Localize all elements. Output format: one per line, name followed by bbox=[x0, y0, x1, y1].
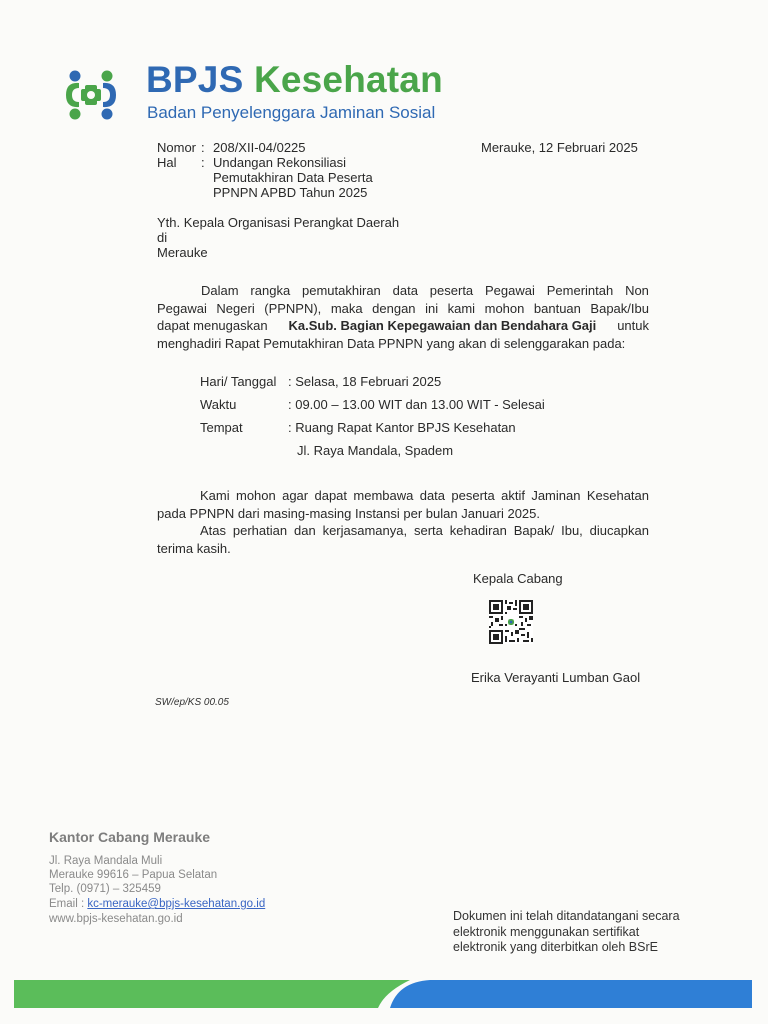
place-value: : Ruang Rapat Kantor BPJS Kesehatan bbox=[288, 420, 516, 435]
website-link[interactable]: www.bpjs-kesehatan.go.id bbox=[49, 913, 183, 925]
day-value: : Selasa, 18 Februari 2025 bbox=[288, 374, 442, 389]
footer-wave-decoration bbox=[0, 972, 768, 1012]
nomor-value: 208/XII-04/0225 bbox=[213, 140, 306, 155]
hal-separator: : bbox=[201, 155, 205, 170]
nomor-label: Nomor bbox=[157, 140, 197, 155]
body2-line-3: Atas perhatian dan kerjasamanya, serta kehadiran Bapak/ Ibu, diucapkan bbox=[200, 523, 649, 538]
signature-name: Erika Verayanti Lumban Gaol bbox=[471, 670, 641, 685]
recipient-line-3: Merauke bbox=[157, 245, 208, 260]
reference-code: SW/ep/KS 00.05 bbox=[155, 697, 229, 708]
time-value: : 09.00 – 13.00 WIT dan 13.00 WIT - Selesai bbox=[288, 397, 545, 412]
brand-title bbox=[146, 60, 443, 100]
office-title: Kantor Cabang Merauke bbox=[49, 829, 211, 845]
brand-subtitle: Badan Penyelenggara Jaminan Sosial bbox=[147, 103, 436, 122]
body1-line-4: menghadiri Rapat Pemutakhiran Data PPNPN yang akan di selenggarakan pada: bbox=[157, 335, 626, 351]
body-paragraph-2 bbox=[157, 487, 649, 557]
brand-name-part1: BPJS bbox=[146, 59, 244, 100]
office-address-line-2: Merauke 99616 – Papua Selatan bbox=[49, 869, 218, 881]
signature-title: Kepala Cabang bbox=[473, 571, 563, 586]
recipient-line-1: Yth. Kepala Organisasi Perangkat Daerah bbox=[157, 215, 400, 230]
email-link[interactable]: kc-merauke@bpjs-kesehatan.go.id bbox=[87, 898, 266, 910]
office-email-line: Email : kc-merauke@bpjs-kesehatan.go.id bbox=[49, 898, 266, 910]
hal-label: Hal bbox=[157, 155, 177, 170]
body1-line-3: dapat menugaskan Ka.Sub. Bagian Kepegawaian dan Bendahara Gaji untuk bbox=[157, 318, 649, 333]
place-label: Tempat bbox=[200, 420, 243, 435]
office-phone: Telp. (0971) – 325459 bbox=[49, 883, 161, 895]
body2-line-1: Kami mohon agar dapat membawa data peserta aktif Jaminan Kesehatan bbox=[200, 488, 649, 503]
electronic-signature-notice: Dokumen ini telah ditandatangani secara elektronik menggunakan sertifikat elektronik yang diterbitkan oleh BSrE bbox=[453, 909, 680, 954]
assignee-bold-text: Ka.Sub. Bagian Kepegawaian dan Bendahara Gaji bbox=[288, 318, 597, 333]
body2-line-2: pada PPNPN dari masing-masing Instansi per bulan Januari 2025. bbox=[157, 505, 540, 521]
hal-line-3: PPNPN APBD Tahun 2025 bbox=[213, 185, 368, 200]
time-label: Waktu bbox=[200, 397, 237, 412]
body1-line-1: Dalam rangka pemutakhiran data peserta Pegawai Pemerintah Non bbox=[201, 283, 649, 298]
hal-line-1: Undangan Rekonsiliasi bbox=[213, 155, 346, 170]
place-date: Merauke, 12 Februari 2025 bbox=[481, 140, 638, 155]
hal-line-2: Pemutakhiran Data Peserta bbox=[213, 170, 373, 185]
body-paragraph-1 bbox=[157, 282, 649, 352]
office-address-line-1: Jl. Raya Mandala Muli bbox=[49, 855, 163, 867]
body1-line-2: Pegawai Negeri (PPNPN), maka dengan ini kami mohon bantuan Bapak/Ibu bbox=[157, 300, 649, 316]
recipient-line-2: di bbox=[157, 230, 168, 245]
place-address: Jl. Raya Mandala, Spadem bbox=[297, 443, 454, 458]
qr-code bbox=[489, 600, 533, 644]
body2-line-4: terima kasih. bbox=[157, 540, 231, 556]
nomor-separator: : bbox=[201, 140, 205, 155]
bpjs-logo-icon bbox=[62, 66, 120, 124]
day-label: Hari/ Tanggal bbox=[200, 374, 277, 389]
brand-name-part2: Kesehatan bbox=[253, 59, 443, 100]
